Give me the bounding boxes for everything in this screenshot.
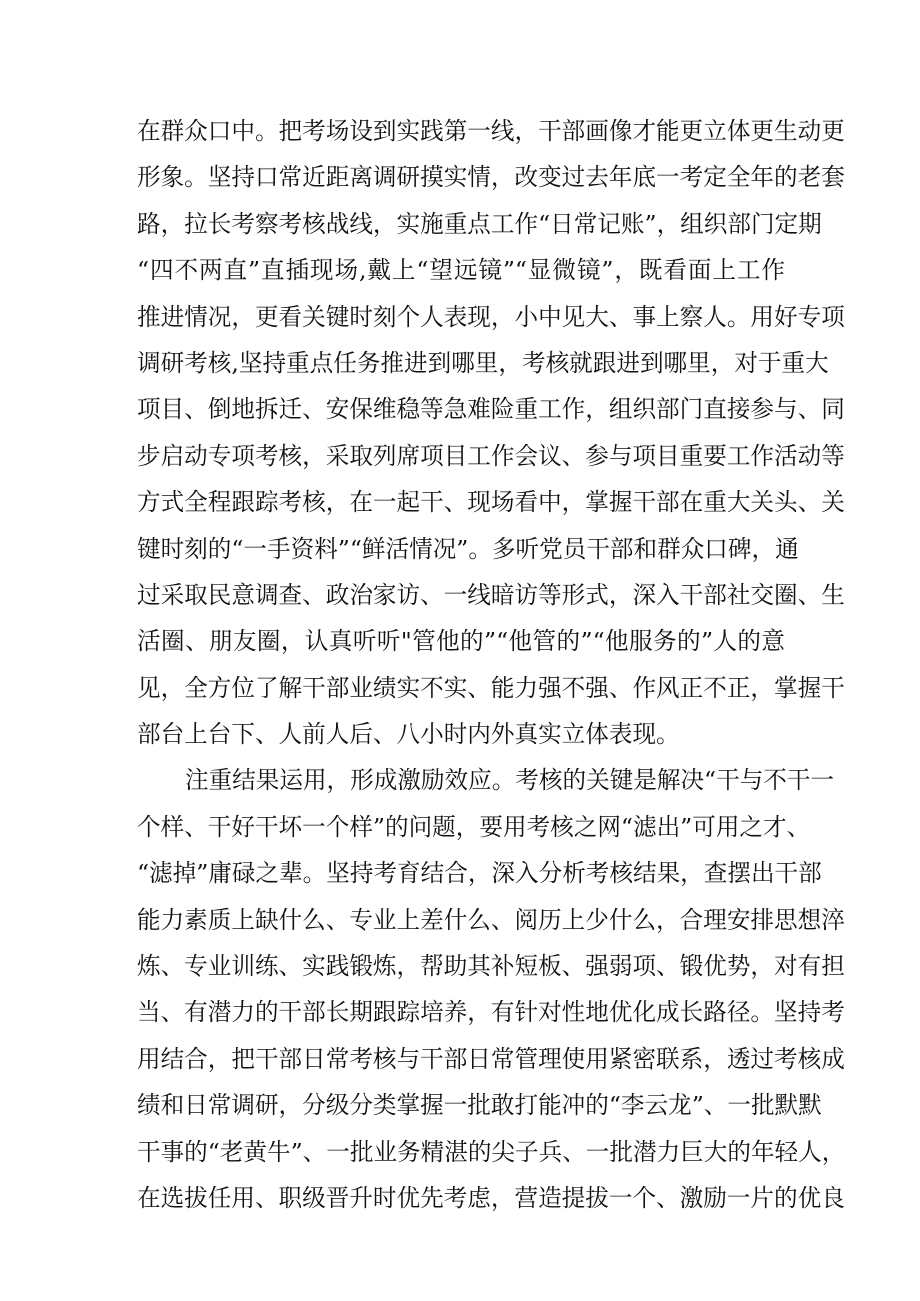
paragraph-line: 键时刻的“一手资料”“鲜活情况”。多听党员干部和群众口碑，通: [137, 534, 799, 563]
body-text: [137, 108, 846, 1221]
paragraph-line: 过采取民意调查、政治家访、一线暗访等形式，深入干部社交圈、生: [137, 580, 845, 609]
paragraph-line: 炼、专业训练、实践锻炼，帮助其补短板、强弱项、锻优势，对有担: [137, 952, 845, 981]
paragraph-line: 在选拔任用、职级晋升时优先考虑，营造提拔一个、激励一片的优良: [137, 1183, 845, 1212]
paragraph-line: 用结合，把干部日常考核与干部日常管理使用紧密联系，透过考核成: [137, 1044, 845, 1073]
paragraph-line: 干事的“老黄牛”、一批业务精湛的尖子兵、一批潜力巨大的年轻人，: [137, 1137, 846, 1166]
paragraph-line: 活圈、朋友圈，认真听听"管他的”“他管的”“他服务的”人的意: [137, 627, 785, 656]
paragraph-line: 形象。坚持口常近距离调研摸实情，改变过去年底一考定全年的老套: [137, 163, 845, 192]
paragraph-line: 调研考核,坚持重点任务推进到哪里，考核就跟进到哪里，对于重大: [137, 348, 829, 377]
paragraph-line: “四不两直”直插现场,戴上“望远镜”“显微镜”，既看面上工作: [137, 256, 785, 285]
paragraph-line: 部台上台下、人前人后、八小时内外真实立体表现。: [137, 720, 680, 749]
paragraph-line: 当、有潜力的干部长期跟踪培养，有针对性地优化成长路径。坚持考: [137, 998, 845, 1027]
paragraph-line: 步启动专项考核，采取列席项目工作会议、参与项目重要工作活动等: [137, 441, 845, 470]
paragraph-line: 项目、倒地拆迁、安保维稳等急难险重工作，组织部门直接参与、同: [137, 395, 845, 424]
paragraph-line: 方式全程跟踪考核，在一起干、现场看中，掌握干部在重大关头、关: [137, 488, 845, 517]
paragraph-line: 推进情况，更看关键时刻个人表现，小中见大、事上察人。用好专项: [137, 302, 845, 331]
paragraph-line: 注重结果运用，形成激励效应。考核的关键是解决“干与不干一: [185, 766, 835, 795]
paragraph-line: 个样、干好干坏一个样”的问题，要用考核之网“滤出”可用之才、: [137, 812, 811, 841]
paragraph-2: [137, 757, 846, 1221]
paragraph-line: “滤掉”庸碌之辈。坚持考育结合，深入分析考核结果，查摆出干部: [137, 859, 822, 888]
paragraph-line: 绩和日常调研，分级分类掌握一批敢打能冲的“李云龙”、一批默默: [137, 1091, 822, 1120]
paragraph-1: [137, 108, 845, 757]
paragraph-line: 在群众口中。把考场设到实践第一线，干部画像才能更立体更生动更: [137, 117, 845, 145]
paragraph-line: 能力素质上缺什么、专业上差什么、阅历上少什么，合理安排思想淬: [137, 905, 845, 934]
paragraph-line: 路，拉长考察考核战线，实施重点工作“日常记账”，组织部门定期: [137, 209, 822, 238]
paragraph-line: 见，全方位了解干部业绩实不实、能力强不强、作风正不正，掌握干: [137, 673, 845, 702]
